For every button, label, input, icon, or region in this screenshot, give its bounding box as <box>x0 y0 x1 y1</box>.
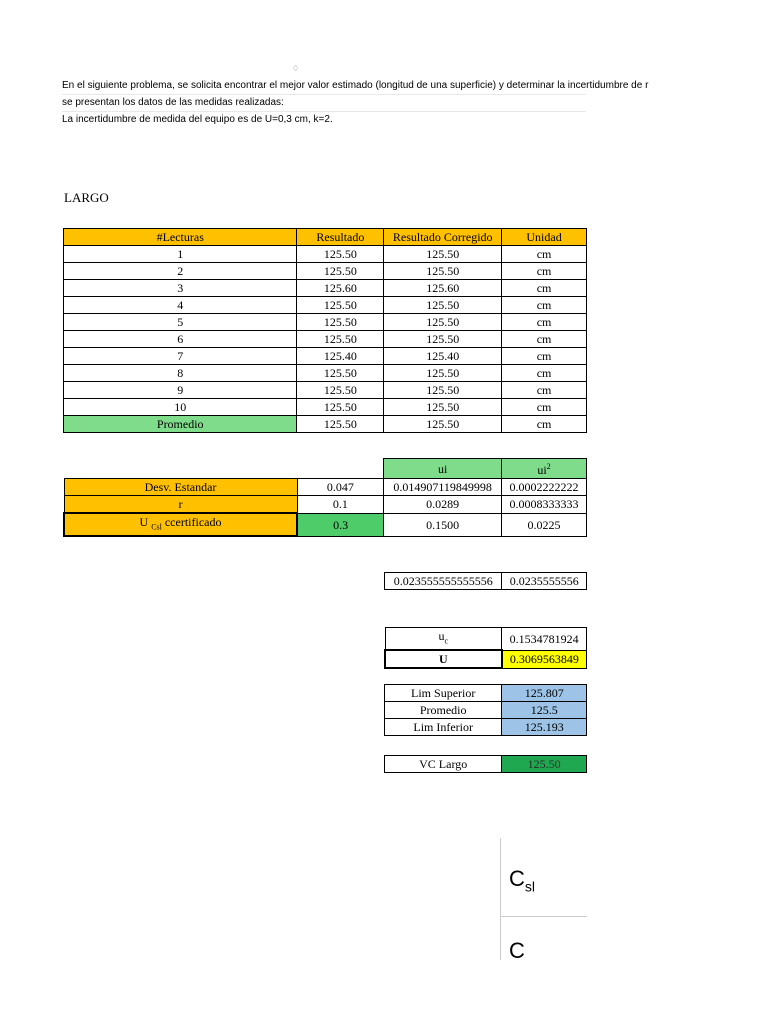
intro-line-3: La incertidumbre de medida del equipo es de U=0,3 cm, k=2. <box>62 114 333 125</box>
limit-row-promedio <box>385 702 587 719</box>
reading-unidad-cell[interactable]: cm <box>502 348 587 365</box>
reading-resultado-cell[interactable]: 125.50 <box>297 365 384 382</box>
reading-corregido-cell[interactable]: 125.50 <box>384 331 502 348</box>
table-row <box>64 348 587 365</box>
header-lecturas[interactable]: #Lecturas <box>64 229 297 246</box>
uncertainty-row-r <box>64 496 587 514</box>
sum-ui2[interactable]: 0.0235555556 <box>502 573 587 590</box>
ucsl-value[interactable]: 0.3 <box>297 513 384 536</box>
reading-resultado-cell[interactable]: 125.50 <box>297 314 384 331</box>
vc-label[interactable]: VC Largo <box>385 756 502 773</box>
header-ui2-base: ui <box>537 463 547 477</box>
intro-line-1: En el siguiente problema, se solicita encontrar el mejor valor estimado (longitud de una superficie) y determinar la incertidumbre de r <box>62 78 586 95</box>
r-ui[interactable]: 0.0289 <box>384 496 502 514</box>
reading-lectura-cell[interactable]: 1 <box>64 246 297 263</box>
intro-text <box>62 78 649 128</box>
lim-superior-label[interactable]: Lim Superior <box>385 685 502 702</box>
uncertainty-header-row <box>64 459 587 479</box>
reading-lectura-cell[interactable]: 6 <box>64 331 297 348</box>
uc-label-main: u <box>438 629 445 643</box>
reading-corregido-cell[interactable]: 125.60 <box>384 280 502 297</box>
csl-divider <box>501 916 587 917</box>
reading-corregido-cell[interactable]: 125.50 <box>384 246 502 263</box>
uc-value[interactable]: 0.1534781924 <box>502 628 587 651</box>
table-row <box>64 382 587 399</box>
sum-ui[interactable]: 0.023555555555556 <box>385 573 502 590</box>
reading-unidad-cell[interactable]: cm <box>502 297 587 314</box>
csl-partial: C <box>509 938 525 963</box>
readings-table <box>63 228 587 433</box>
sum-table <box>384 572 587 590</box>
cell-marker-icon: ♢ <box>292 64 300 73</box>
reading-corregido-cell[interactable]: 125.50 <box>384 399 502 416</box>
reading-corregido-cell[interactable]: 125.50 <box>384 314 502 331</box>
header-ui[interactable]: ui <box>384 459 502 479</box>
vc-value[interactable]: 125.50 <box>502 756 587 773</box>
csl-main: C <box>509 866 525 891</box>
average-corregido[interactable]: 125.50 <box>384 416 502 433</box>
reading-unidad-cell[interactable]: cm <box>502 382 587 399</box>
csl-fragment <box>500 838 587 963</box>
header-ui2-sup: 2 <box>546 462 551 471</box>
table-row <box>64 280 587 297</box>
reading-lectura-cell[interactable]: 8 <box>64 365 297 382</box>
header-resultado[interactable]: Resultado <box>297 229 384 246</box>
reading-lectura-cell[interactable]: 3 <box>64 280 297 297</box>
r-ui2[interactable]: 0.0008333333 <box>502 496 587 514</box>
reading-lectura-cell[interactable]: 9 <box>64 382 297 399</box>
ucsl-label[interactable] <box>64 513 297 536</box>
reading-corregido-cell[interactable]: 125.50 <box>384 382 502 399</box>
header-resultado-corregido[interactable]: Resultado Corregido <box>384 229 502 246</box>
table-row <box>64 263 587 280</box>
reading-unidad-cell[interactable]: cm <box>502 365 587 382</box>
reading-corregido-cell[interactable]: 125.50 <box>384 297 502 314</box>
desv-label[interactable]: Desv. Estandar <box>64 479 297 496</box>
ucsl-ui2[interactable]: 0.0225 <box>502 513 587 536</box>
table-row <box>64 246 587 263</box>
uncertainty-table <box>63 458 587 537</box>
table-row <box>64 314 587 331</box>
reading-unidad-cell[interactable]: cm <box>502 331 587 348</box>
ucsl-ui[interactable]: 0.1500 <box>384 513 502 536</box>
lim-superior-value[interactable]: 125.807 <box>502 685 587 702</box>
reading-unidad-cell[interactable]: cm <box>502 399 587 416</box>
reading-lectura-cell[interactable]: 2 <box>64 263 297 280</box>
average-label[interactable]: Promedio <box>64 416 297 433</box>
desv-ui2[interactable]: 0.0002222222 <box>502 479 587 496</box>
csl-sub: sl <box>524 878 536 895</box>
csl-symbol <box>509 866 535 894</box>
uc-label-sub: c <box>444 636 449 646</box>
r-value[interactable]: 0.1 <box>297 496 384 514</box>
limits-table <box>384 684 587 736</box>
uc-row <box>385 628 587 651</box>
ucsl-label-main: U <box>139 515 152 529</box>
intro-line-2: se presentan los datos de las medidas realizadas: <box>62 95 586 112</box>
reading-unidad-cell[interactable]: cm <box>502 314 587 331</box>
readings-header-row <box>64 229 587 246</box>
combined-table <box>384 627 587 669</box>
header-unidad[interactable]: Unidad <box>502 229 587 246</box>
reading-resultado-cell[interactable]: 125.50 <box>297 399 384 416</box>
reading-corregido-cell[interactable]: 125.50 <box>384 263 502 280</box>
lim-promedio-label[interactable]: Promedio <box>385 702 502 719</box>
ucsl-label-rest: ccertificado <box>161 515 222 529</box>
reading-resultado-cell[interactable]: 125.40 <box>297 348 384 365</box>
reading-lectura-cell[interactable]: 10 <box>64 399 297 416</box>
reading-resultado-cell[interactable]: 125.50 <box>297 263 384 280</box>
table-row <box>64 399 587 416</box>
average-unidad[interactable]: cm <box>502 416 587 433</box>
reading-lectura-cell[interactable]: 4 <box>64 297 297 314</box>
average-resultado[interactable]: 125.50 <box>297 416 384 433</box>
reading-lectura-cell[interactable]: 7 <box>64 348 297 365</box>
expanded-u-value[interactable]: 0.3069563849 <box>502 650 587 668</box>
header-ui2[interactable] <box>502 459 587 479</box>
reading-unidad-cell[interactable]: cm <box>502 280 587 297</box>
desv-ui[interactable]: 0.014907119849998 <box>384 479 502 496</box>
reading-resultado-cell[interactable]: 125.50 <box>297 331 384 348</box>
reading-resultado-cell[interactable]: 125.60 <box>297 280 384 297</box>
average-row <box>64 416 587 433</box>
ucsl-label-sub: Csl <box>151 522 162 532</box>
section-title: LARGO <box>64 190 109 205</box>
table-row <box>64 331 587 348</box>
sum-row <box>385 573 587 590</box>
expanded-u-label[interactable]: U <box>385 650 502 668</box>
limit-row-inferior <box>385 719 587 736</box>
uncertainty-row-ucsl <box>64 513 587 536</box>
lim-inferior-value[interactable]: 125.193 <box>502 719 587 736</box>
reading-resultado-cell[interactable]: 125.50 <box>297 246 384 263</box>
reading-resultado-cell[interactable]: 125.50 <box>297 297 384 314</box>
lim-inferior-label[interactable]: Lim Inferior <box>385 719 502 736</box>
expanded-u-row <box>385 650 587 668</box>
reading-unidad-cell[interactable]: cm <box>502 263 587 280</box>
reading-lectura-cell[interactable]: 5 <box>64 314 297 331</box>
table-row <box>64 365 587 382</box>
limit-row-superior <box>385 685 587 702</box>
table-row <box>64 297 587 314</box>
reading-corregido-cell[interactable]: 125.50 <box>384 365 502 382</box>
uc-label[interactable] <box>385 628 502 651</box>
r-label[interactable]: r <box>64 496 297 514</box>
uncertainty-row-desv <box>64 479 587 496</box>
reading-corregido-cell[interactable]: 125.40 <box>384 348 502 365</box>
desv-value[interactable]: 0.047 <box>297 479 384 496</box>
lim-promedio-value[interactable]: 125.5 <box>502 702 587 719</box>
vc-row <box>385 756 587 773</box>
vc-table <box>384 755 587 773</box>
reading-resultado-cell[interactable]: 125.50 <box>297 382 384 399</box>
reading-unidad-cell[interactable]: cm <box>502 246 587 263</box>
